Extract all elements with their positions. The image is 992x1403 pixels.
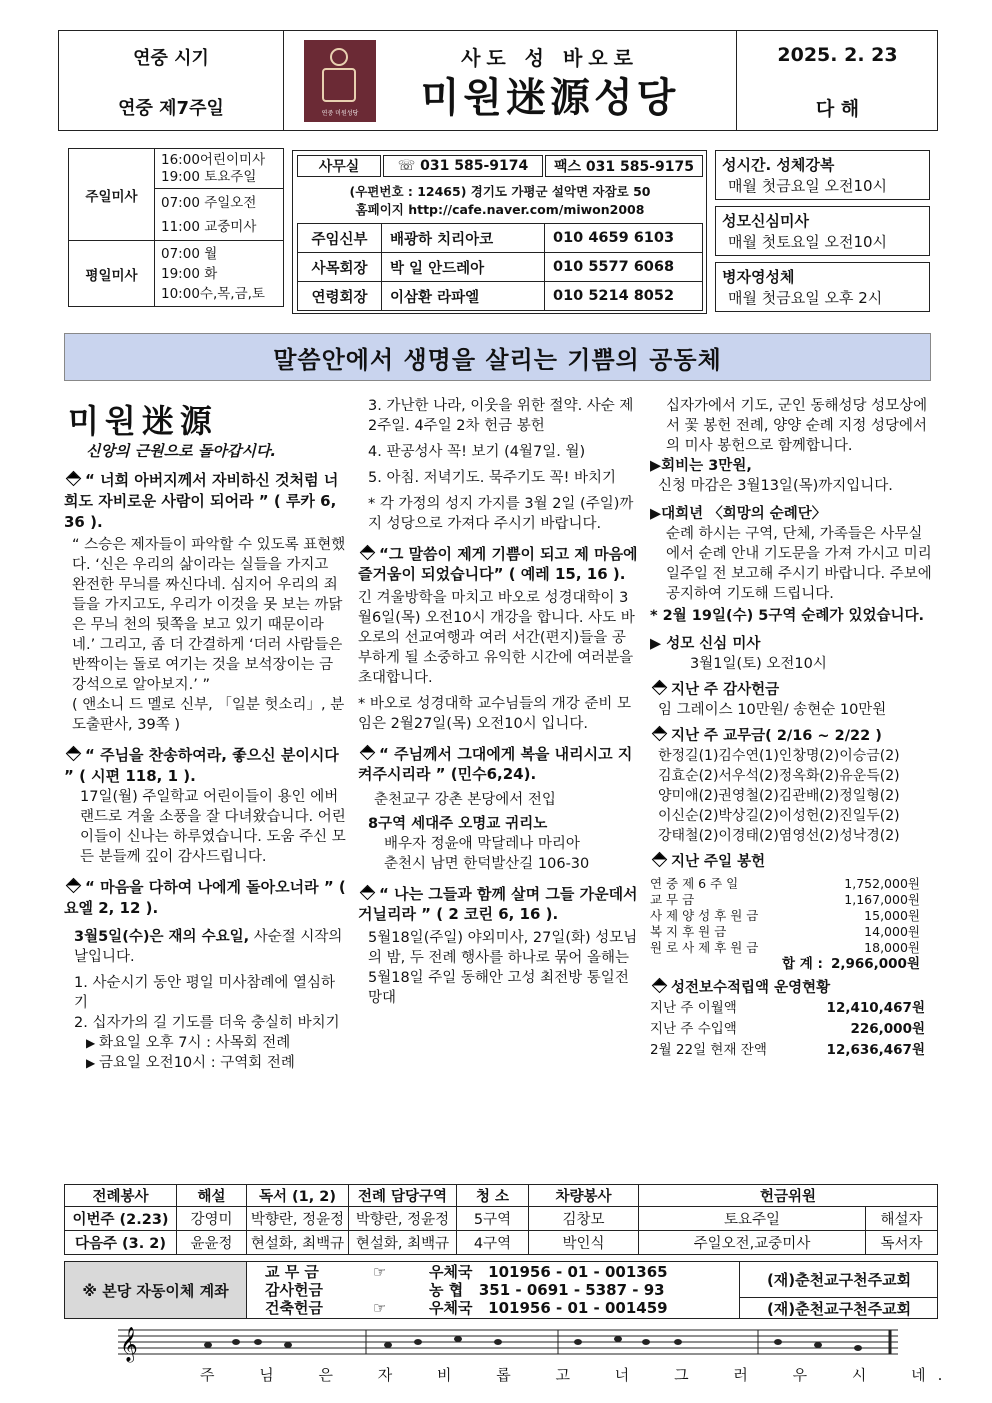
bank-box: ※ 본당 자동이체 계좌 교 무 금 감사헌금 건축헌금 ☞ ☞ 우체국 101956 - 01 - 001365 농 협 351 - 0691 - 5387 - 93 우체국 101956 - 01 - 001459 (재)춘천교구천주교회 (재)춘천교구천주교회 <box>64 1261 938 1319</box>
song-lyrics: 주 님 은 자 비 롭 고 너 그 러 우 시 네. <box>200 1366 955 1384</box>
diamond-icon <box>652 680 668 696</box>
column-1: “ 너희 아버지께서 자비하신 것처럼 너희도 자비로운 사람이 되어라 ” ( 루카 6, 36 ). “ 스승은 제자들이 파악할 수 있도록 표현했다. ‘신은 우리의 삶이라는 실들을 가지고 완전한 무늬를 짜신다네. 심지어 우리의 죄들을 가지고도, 우리가 이것을 못 보는 까닭은 무늬 천의 뒷쪽을 보고 있기 때문이라네.’ 그리고, 좀 더 간결하게 ‘더러 사람들은 반짝이는 돌로 여기는 것을 보석장이는 금강석으로 알아보지.’ ” ( 앤소니 드 멜로 신부, 「일분 헛소리」, 분도출판사, 39쪽 ) “ 주님을 찬송하여라, 좋으신 분이시다 ” ( 시편 118, 1 ). 17일(월) 주일학교 어린이들이 용인 에버랜드로 겨울 소풍을 잘 다녀왔습니다. 어린이들이 신나는 하루였습니다. 도움 주신 모든 분들께 깊이 감사드립니다. “ 마음을 다하여 나에게 돌아오너라 ” ( 요엘 2, 12 ). 3월5일(수)은 재의 수요일, 사순절 시작의 날입니다. 1. 사순시기 동안 평일 미사참례에 열심하기 2. 십자가의 길 기도를 더욱 충실히 바치기 ▶ 화요일 오후 7시 : 사목회 전례 ▶ 금요일 오전10시 : 구역회 전례 <box>64 471 346 1071</box>
svg-text:𝄞: 𝄞 <box>120 1327 138 1362</box>
diamond-icon <box>360 885 376 901</box>
phone-icon: ☞ ☞ <box>373 1263 387 1317</box>
banner: 말씀안에서 생명을 살리는 기쁨의 공동체 <box>64 333 931 381</box>
diamond-icon <box>652 852 668 868</box>
diamond-icon <box>66 878 82 894</box>
triangle-icon: ▶ <box>86 1056 100 1070</box>
diamond-icon <box>652 726 668 742</box>
triangle-icon: ▶ <box>86 1036 100 1050</box>
column-2: 3. 가난한 나라, 이웃을 위한 절약. 사순 제2주일. 4주일 2차 헌금 봉헌 4. 판공성사 꼭! 보기 (4월7일. 월) 5. 아침. 저녁기도. 묵주기도 꼭! 바치기 * 각 가정의 성지 가지를 3월 2일 (주일)까지 성당으로 가져다 주시기 바랍니다. “그 말씀이 제게 기쁨이 되고 제 마음에 즐거움이 되었습니다” ( 예레 15, 16 ). 긴 겨울방학을 마치고 바오로 성경대학이 3월6일(목) 오전10시 개강을 합니다. 사도 바오로의 선교여행과 여러 서간(편지)들을 공부하게 될 소중하고 유익한 시간에 여러분을 초대합니다. * 바오로 성경대학 교수님들의 개강 준비 모임은 2월27일(목) 오전10시 입니다. “ 주님께서 그대에게 복을 내리시고 지켜주시리라 ” (민수6,24). 춘천교구 강촌 본당에서 전입 8구역 세대주 오명교 귀리노 배우자 정윤애 막달레나 마리아 춘천시 남면 한덕발산길 106-30 “ 나는 그들과 함께 살며 그들 가운데서 거닐리라 ” ( 2 코린 6, 16 ). 5월18일(주일) 야외미사, 27일(화) 성모님의 밤, 두 전례 행사를 하나로 묶어 올해는 5월18일 주일 동해안 고성 최전방 통일전망대 <box>358 398 638 1006</box>
schedule-list: 성시간. 성체강복 매월 첫금요일 오전10시 성모신심미사 매월 첫토요일 오전10시 병자영성체 매월 첫금요일 오후 2시 <box>715 150 930 312</box>
diamond-icon <box>360 545 376 561</box>
diamond-icon <box>66 746 82 762</box>
patron: 사도 성 바오로 <box>461 46 639 70</box>
parish-logo: 연중 미원성당 <box>304 40 376 122</box>
year-cycle: 다 해 <box>815 98 860 120</box>
diamond-icon <box>360 745 376 761</box>
duty-table: 전례봉사 해설 독서 (1, 2) 전례 담당구역 청 소 차량봉사 헌금위원 이번주 (2.23) 강영미 박향란, 정윤정 박향란, 정윤정 5구역 김창모 토요주일 해설자 다음주 (3. 2) 윤윤정 현설화, 최백규 현설화, 최백규 4구역 박인식 주일오전,교중미사 독서자 <box>64 1184 938 1255</box>
diamond-icon <box>652 978 668 994</box>
diamond-icon <box>66 471 82 487</box>
brand-tagline: 신앙의 근원으로 돌아갑시다. <box>86 442 277 460</box>
parish-name: 미원迷源성당 <box>420 74 680 121</box>
mass-table: 주일미사 16:00어린이미사 19:00 토요주일 07:00 주일오전 11:00 교중미사 평일미사 07:00 월 19:00 화 10:00수,목,금,토 <box>68 148 284 307</box>
music-staff <box>118 1322 898 1364</box>
week: 연중 제7주일 <box>118 98 224 119</box>
contact-box: 사무실 ☏ 031 585-9174 팩스 031 585-9175 (우편번호 : 12465) 경기도 가평군 설악면 자잠로 50 홈페이지 http://cafe.naver.com/miwon2008 주임신부 배광하 치리아코 010 4659 6103 사목회장 박 일 안드레아 010 5577 6068 연령회장 이삼환 라파엘 010 5214 8052 <box>292 150 707 314</box>
brand-logo: 미원迷源 <box>68 402 218 440</box>
column-3: 십자가에서 기도, 군인 동해성당 성모상에서 꽃 봉헌 전례, 양양 순례 지정 성당에서의 미사 봉헌으로 함께합니다. ▶회비는 3만원, 신청 마감은 3월13일(목)까지입니다. ▶대희년 〈희망의 순례단〉 순례 하시는 구역, 단체, 가족들은 사무실에서 순례 안내 기도문을 가져 가시고 미리 일주일 전 보고해 주시기 바랍니다. 주보에 공지하여 기도해 드립니다. * 2월 19일(수) 5구역 순례가 있었습니다. ▶ 성모 신심 미사 3월1일(토) 오전10시 지난 주 감사헌금 임 그레이스 10만원/ 송현순 10만원 지난 주 교무금( 2/16 ~ 2/22 ) 한정길(1)김수연(1)인창명(2)이승금(2) 김효순(2)서우석(2)정옥화(2)유운득(2) 양미애(2)권영철(2)김관배(2)정일형(2) 이신순(2)박상길(2)이성헌(2)진일두(2) 강태철(2)이경태(2)염영선(2)성낙경(2) 지난 주일 봉헌 연 중 제 6 주 일 1,752,000원 교 무 금 1,167,000원 사 제 양 성 후 원 금 15,000원 복 지 후 원 금 14,000원 원 로 사 제 후 원 금 18,000원 합 계 : 2,966,000원 성전보수적립액 운영현황 지난 주 이월액 12,410,467원 지난 주 수입액 226,000원 2월 22일 현재 잔액 12,636,467원 <box>650 398 932 1058</box>
season: 연중 시기 <box>133 48 209 69</box>
date: 2025. 2. 23 <box>777 44 898 66</box>
